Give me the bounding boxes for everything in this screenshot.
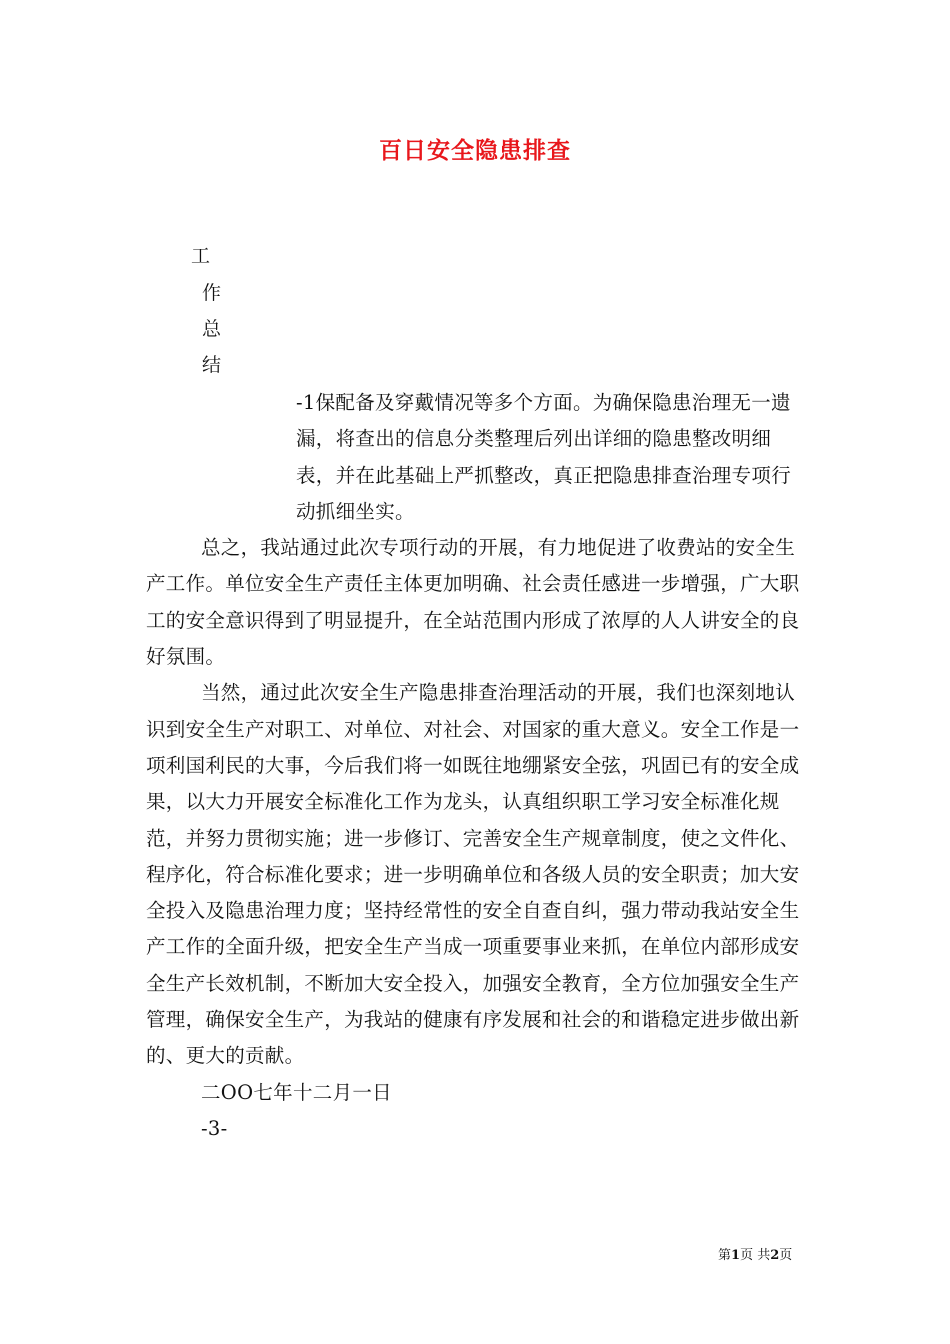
paragraph-conclusion: 当然，通过此次安全生产隐患排查治理活动的开展，我们也深刻地认识到安全生产对职工、对单位、对社会、对国家的重大意义。安全工作是一项利国利民的大事，今后我们将一如既往地绷紧安全弦，巩固已有的安全成果，以大力开展安全标准化工作为龙头，认真组织职工学习安全标准化规范，并努力贯彻实施；进一步修订、完善安全生产规章制度，使之文件化、程序化，符合标准化要求；进一步明确单位和各级人员的安全职责；加大安全投入及隐患治理力度；坚持经常性的安全自查自纠，强力带动我站安全生产工作的全面升级，把安全生产当成一项重要事业来抓，在单位内部形成安全生产长效机制，不断加大安全投入，加强安全教育，全方位加强安全生产管理，确保安全生产，为我站的健康有序发展和社会的和谐稳定进步做出新的、更大的贡献。 — [146, 681, 800, 1068]
footer-middle: 页 共 — [740, 1248, 771, 1263]
document-body — [146, 385, 806, 1147]
footer-current-page: 1 — [731, 1248, 741, 1263]
inline-page-number: -3- — [201, 1116, 228, 1140]
vertical-heading-char-2: 作 — [202, 282, 222, 304]
vertical-heading-char-3: 总 — [202, 318, 222, 340]
vertical-heading-char-4: 结 — [202, 354, 222, 376]
footer-prefix: 第 — [718, 1248, 732, 1263]
document-date: 二OO七年十二月一日 — [201, 1080, 392, 1104]
page-title: 百日安全隐患排查 — [379, 137, 571, 164]
page-footer — [718, 1247, 792, 1265]
paragraph-summary: 总之，我站通过此次专项行动的开展，有力地促进了收费站的安全生产工作。单位安全生产责任主体更加明确、社会责任感进一步增强，广大职工的安全意识得到了明显提升，在全站范围内形成了浓厚的人人讲安全的良好氛围。 — [146, 536, 800, 669]
footer-suffix: 页 — [779, 1248, 793, 1263]
vertical-heading-char-1: 工 — [191, 245, 211, 267]
footer-total-pages: 2 — [770, 1248, 780, 1263]
paragraph-continuation: -1保配备及穿戴情况等多个方面。为确保隐患治理无一遗漏，将查出的信息分类整理后列出详细的隐患整改明细表，并在此基础上严抓整改，真正把隐患排查治理专项行动抓细坐实。 — [296, 391, 792, 523]
